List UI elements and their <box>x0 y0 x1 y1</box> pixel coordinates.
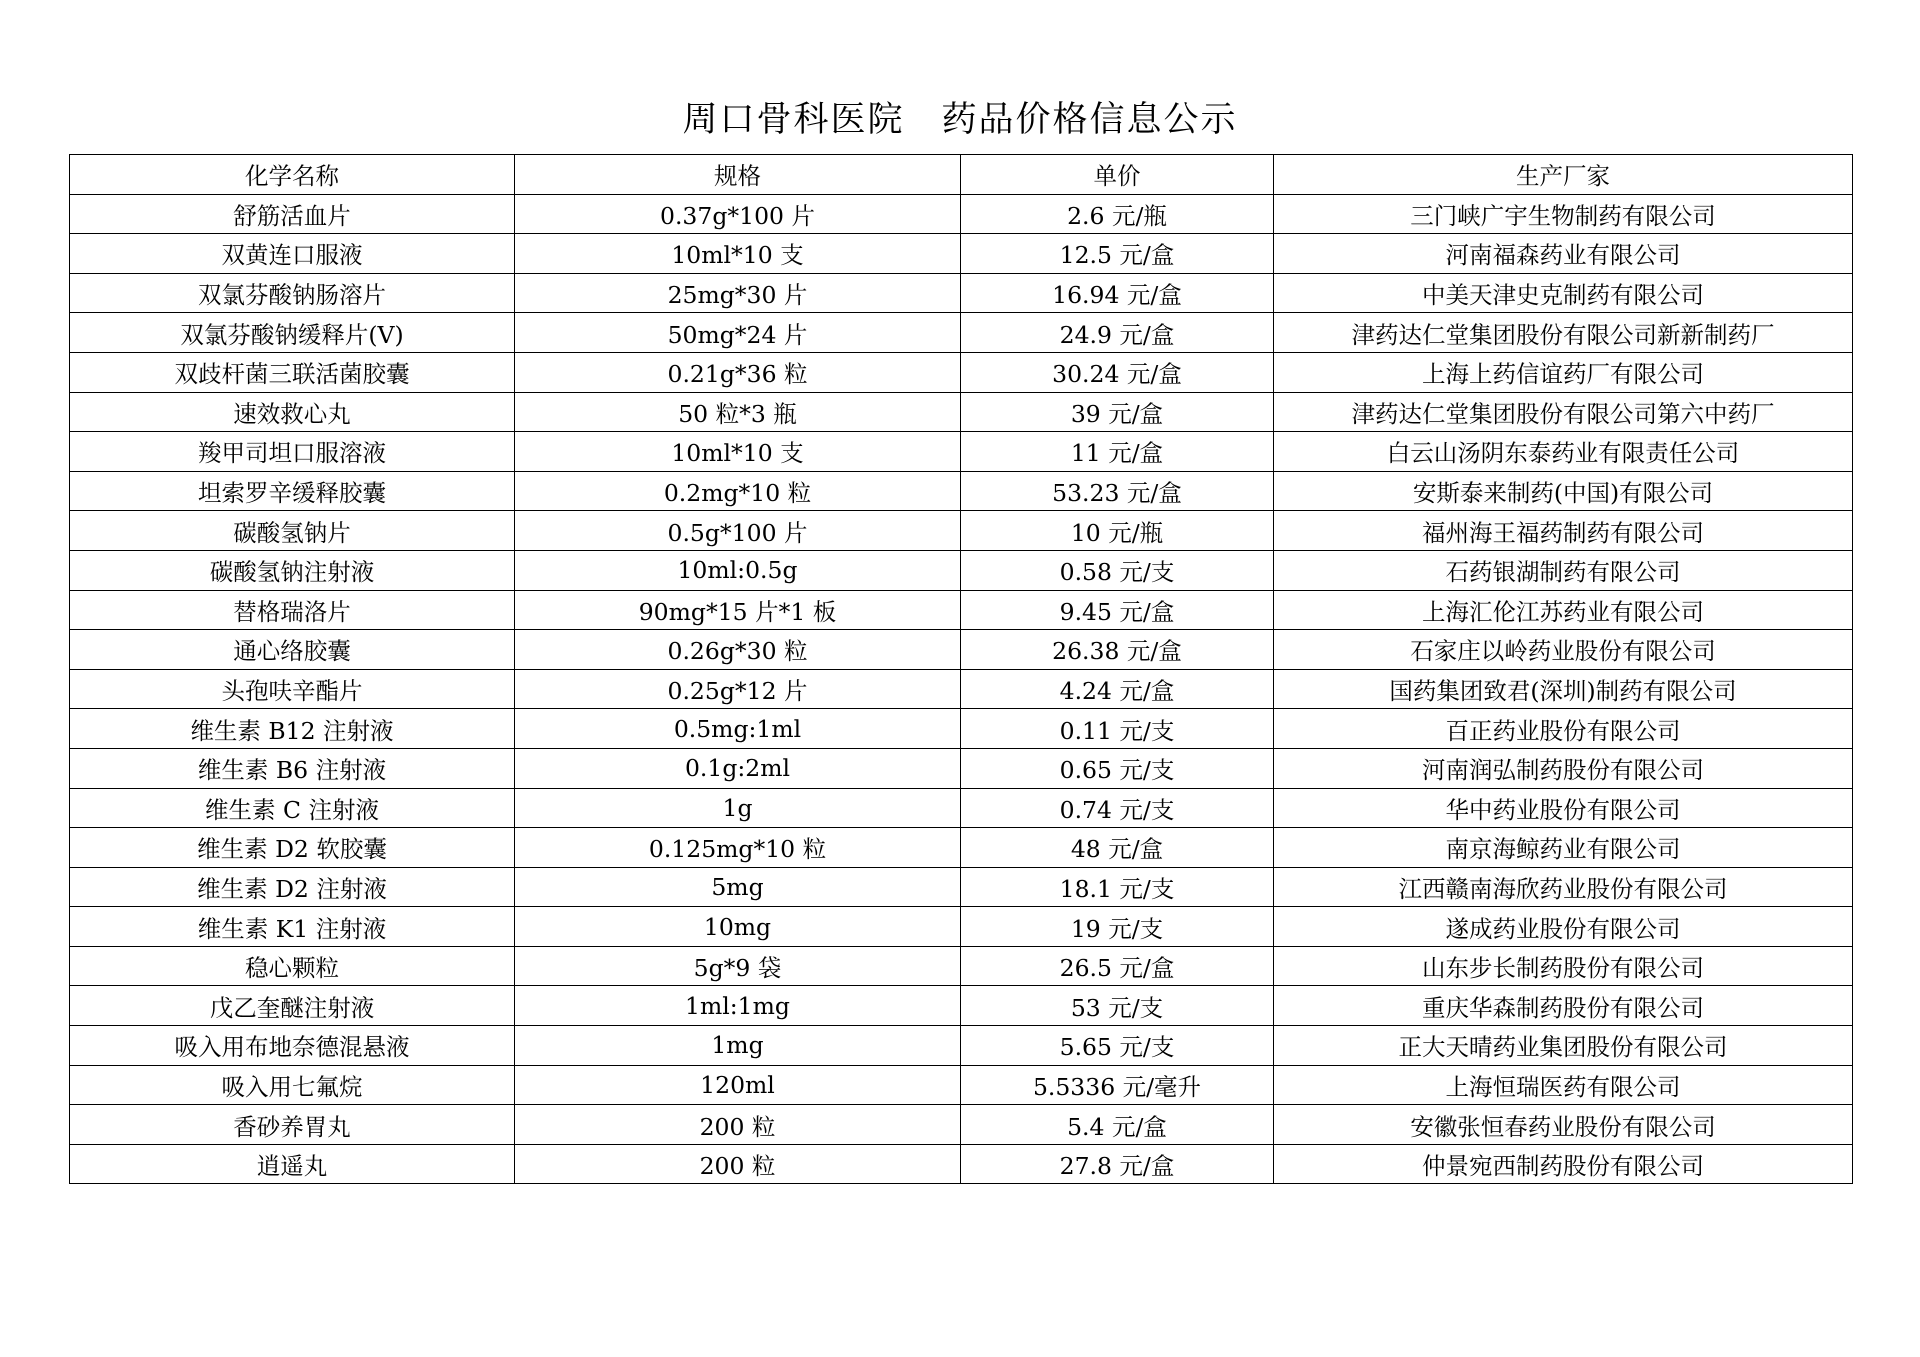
cell-unit-price: 5.5336 元/毫升 <box>961 1065 1274 1105</box>
cell-unit-price: 11 元/盒 <box>961 432 1274 472</box>
cell-specification: 0.37g*100 片 <box>515 194 961 234</box>
table-row <box>70 828 1853 868</box>
cell-manufacturer: 百正药业股份有限公司 <box>1274 709 1853 749</box>
cell-unit-price: 19 元/支 <box>961 907 1274 947</box>
cell-chemical-name: 吸入用布地奈德混悬液 <box>70 1026 515 1066</box>
cell-specification: 0.5g*100 片 <box>515 511 961 551</box>
table-row <box>70 1065 1853 1105</box>
cell-manufacturer: 南京海鲸药业有限公司 <box>1274 828 1853 868</box>
cell-unit-price: 9.45 元/盒 <box>961 590 1274 630</box>
cell-unit-price: 2.6 元/瓶 <box>961 194 1274 234</box>
cell-specification: 0.25g*12 片 <box>515 669 961 709</box>
cell-chemical-name: 通心络胶囊 <box>70 630 515 670</box>
cell-chemical-name: 双氯芬酸钠肠溶片 <box>70 273 515 313</box>
table-row <box>70 630 1853 670</box>
header-chemical-name: 化学名称 <box>70 155 515 195</box>
cell-specification: 10mg <box>515 907 961 947</box>
cell-manufacturer: 上海汇伦江苏药业有限公司 <box>1274 590 1853 630</box>
cell-specification: 10ml*10 支 <box>515 234 961 274</box>
cell-chemical-name: 吸入用七氟烷 <box>70 1065 515 1105</box>
cell-manufacturer: 华中药业股份有限公司 <box>1274 788 1853 828</box>
cell-manufacturer: 津药达仁堂集团股份有限公司新新制药厂 <box>1274 313 1853 353</box>
cell-manufacturer: 上海恒瑞医药有限公司 <box>1274 1065 1853 1105</box>
table-row <box>70 1105 1853 1145</box>
cell-unit-price: 0.65 元/支 <box>961 748 1274 788</box>
cell-unit-price: 26.38 元/盒 <box>961 630 1274 670</box>
table-row <box>70 1144 1853 1184</box>
cell-chemical-name: 双黄连口服液 <box>70 234 515 274</box>
cell-specification: 90mg*15 片*1 板 <box>515 590 961 630</box>
cell-chemical-name: 维生素 D2 软胶囊 <box>70 828 515 868</box>
table-row <box>70 432 1853 472</box>
cell-manufacturer: 中美天津史克制药有限公司 <box>1274 273 1853 313</box>
cell-manufacturer: 仲景宛西制药股份有限公司 <box>1274 1144 1853 1184</box>
table-row <box>70 392 1853 432</box>
cell-unit-price: 26.5 元/盒 <box>961 946 1274 986</box>
cell-manufacturer: 遂成药业股份有限公司 <box>1274 907 1853 947</box>
cell-specification: 10ml:0.5g <box>515 550 961 590</box>
page-title: 周口骨科医院 药品价格信息公示 <box>682 100 1238 140</box>
table-row <box>70 669 1853 709</box>
table-row <box>70 273 1853 313</box>
table-row <box>70 748 1853 788</box>
cell-unit-price: 30.24 元/盒 <box>961 352 1274 392</box>
table-row <box>70 194 1853 234</box>
cell-manufacturer: 石药银湖制药有限公司 <box>1274 550 1853 590</box>
table-row <box>70 788 1853 828</box>
cell-unit-price: 18.1 元/支 <box>961 867 1274 907</box>
cell-specification: 5mg <box>515 867 961 907</box>
cell-specification: 0.1g:2ml <box>515 748 961 788</box>
cell-chemical-name: 维生素 K1 注射液 <box>70 907 515 947</box>
cell-specification: 5g*9 袋 <box>515 946 961 986</box>
cell-unit-price: 0.58 元/支 <box>961 550 1274 590</box>
cell-specification: 0.26g*30 粒 <box>515 630 961 670</box>
cell-specification: 120ml <box>515 1065 961 1105</box>
cell-unit-price: 0.11 元/支 <box>961 709 1274 749</box>
cell-chemical-name: 头孢呋辛酯片 <box>70 669 515 709</box>
cell-specification: 1ml:1mg <box>515 986 961 1026</box>
cell-chemical-name: 双歧杆菌三联活菌胶囊 <box>70 352 515 392</box>
cell-specification: 50 粒*3 瓶 <box>515 392 961 432</box>
table-row <box>70 946 1853 986</box>
cell-unit-price: 10 元/瓶 <box>961 511 1274 551</box>
cell-unit-price: 24.9 元/盒 <box>961 313 1274 353</box>
cell-chemical-name: 坦索罗辛缓释胶囊 <box>70 471 515 511</box>
cell-unit-price: 39 元/盒 <box>961 392 1274 432</box>
cell-chemical-name: 碳酸氢钠注射液 <box>70 550 515 590</box>
cell-manufacturer: 正大天晴药业集团股份有限公司 <box>1274 1026 1853 1066</box>
cell-unit-price: 16.94 元/盒 <box>961 273 1274 313</box>
cell-unit-price: 27.8 元/盒 <box>961 1144 1274 1184</box>
table-row <box>70 471 1853 511</box>
price-table <box>69 154 1853 1184</box>
cell-specification: 10ml*10 支 <box>515 432 961 472</box>
cell-manufacturer: 津药达仁堂集团股份有限公司第六中药厂 <box>1274 392 1853 432</box>
table-body <box>70 194 1853 1184</box>
cell-chemical-name: 香砂养胃丸 <box>70 1105 515 1145</box>
table-header-row <box>70 155 1853 195</box>
table-row <box>70 986 1853 1026</box>
table-row <box>70 550 1853 590</box>
cell-manufacturer: 河南润弘制药股份有限公司 <box>1274 748 1853 788</box>
cell-manufacturer: 重庆华森制药股份有限公司 <box>1274 986 1853 1026</box>
cell-chemical-name: 维生素 C 注射液 <box>70 788 515 828</box>
cell-unit-price: 12.5 元/盒 <box>961 234 1274 274</box>
cell-manufacturer: 白云山汤阴东泰药业有限责任公司 <box>1274 432 1853 472</box>
cell-manufacturer: 三门峡广宇生物制药有限公司 <box>1274 194 1853 234</box>
cell-specification: 50mg*24 片 <box>515 313 961 353</box>
cell-specification: 0.21g*36 粒 <box>515 352 961 392</box>
cell-specification: 1mg <box>515 1026 961 1066</box>
cell-manufacturer: 安徽张恒春药业股份有限公司 <box>1274 1105 1853 1145</box>
table-row <box>70 590 1853 630</box>
cell-specification: 200 粒 <box>515 1144 961 1184</box>
table-row <box>70 352 1853 392</box>
cell-specification: 0.125mg*10 粒 <box>515 828 961 868</box>
table-row <box>70 867 1853 907</box>
cell-chemical-name: 舒筋活血片 <box>70 194 515 234</box>
table-row <box>70 511 1853 551</box>
cell-chemical-name: 替格瑞洛片 <box>70 590 515 630</box>
table-row <box>70 907 1853 947</box>
cell-chemical-name: 维生素 D2 注射液 <box>70 867 515 907</box>
cell-chemical-name: 双氯芬酸钠缓释片(Ⅴ) <box>70 313 515 353</box>
cell-chemical-name: 速效救心丸 <box>70 392 515 432</box>
cell-specification: 1g <box>515 788 961 828</box>
table-row <box>70 1026 1853 1066</box>
cell-manufacturer: 上海上药信谊药厂有限公司 <box>1274 352 1853 392</box>
cell-unit-price: 4.24 元/盒 <box>961 669 1274 709</box>
cell-manufacturer: 河南福森药业有限公司 <box>1274 234 1853 274</box>
cell-chemical-name: 维生素 B12 注射液 <box>70 709 515 749</box>
cell-chemical-name: 逍遥丸 <box>70 1144 515 1184</box>
cell-chemical-name: 碳酸氢钠片 <box>70 511 515 551</box>
cell-manufacturer: 江西赣南海欣药业股份有限公司 <box>1274 867 1853 907</box>
cell-unit-price: 53.23 元/盒 <box>961 471 1274 511</box>
cell-specification: 0.5mg:1ml <box>515 709 961 749</box>
header-specification: 规格 <box>515 155 961 195</box>
cell-unit-price: 0.74 元/支 <box>961 788 1274 828</box>
cell-unit-price: 53 元/支 <box>961 986 1274 1026</box>
cell-chemical-name: 稳心颗粒 <box>70 946 515 986</box>
header-unit-price: 单价 <box>961 155 1274 195</box>
cell-manufacturer: 国药集团致君(深圳)制药有限公司 <box>1274 669 1853 709</box>
cell-unit-price: 48 元/盒 <box>961 828 1274 868</box>
cell-specification: 0.2mg*10 粒 <box>515 471 961 511</box>
table-row <box>70 234 1853 274</box>
cell-manufacturer: 福州海王福药制药有限公司 <box>1274 511 1853 551</box>
cell-chemical-name: 戊乙奎醚注射液 <box>70 986 515 1026</box>
table-row <box>70 709 1853 749</box>
cell-manufacturer: 山东步长制药股份有限公司 <box>1274 946 1853 986</box>
header-manufacturer: 生产厂家 <box>1274 155 1853 195</box>
cell-unit-price: 5.4 元/盒 <box>961 1105 1274 1145</box>
cell-unit-price: 5.65 元/支 <box>961 1026 1274 1066</box>
table-row <box>70 313 1853 353</box>
cell-specification: 25mg*30 片 <box>515 273 961 313</box>
cell-manufacturer: 安斯泰来制药(中国)有限公司 <box>1274 471 1853 511</box>
cell-manufacturer: 石家庄以岭药业股份有限公司 <box>1274 630 1853 670</box>
cell-specification: 200 粒 <box>515 1105 961 1145</box>
cell-chemical-name: 羧甲司坦口服溶液 <box>70 432 515 472</box>
cell-chemical-name: 维生素 B6 注射液 <box>70 748 515 788</box>
